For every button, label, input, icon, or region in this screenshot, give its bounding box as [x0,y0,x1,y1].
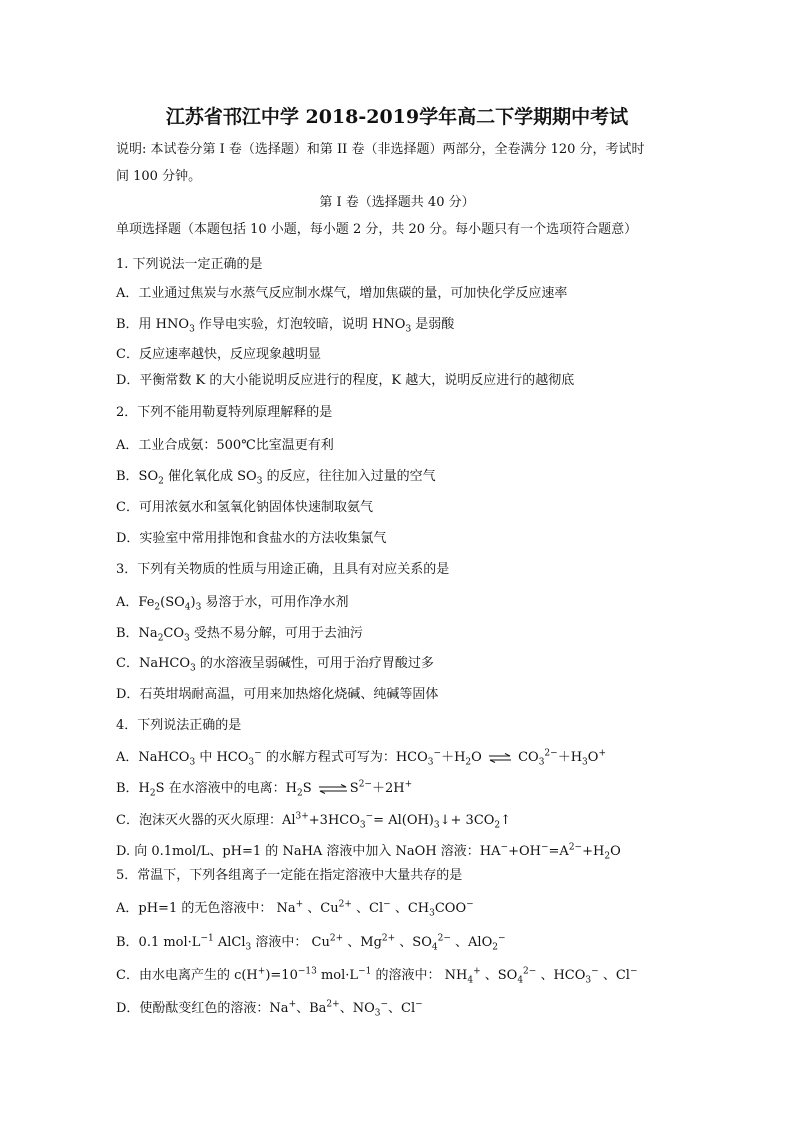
q5-option-c: C．由水电离产生的 $c(H^+)=10^{-13}$ $mol\cdot L^{-1}$ 的溶液中： $NH_4^+$ 、$SO_4^{2-}$ 、$HCO_3^-$ 、Cl− [116,966,638,986]
section-title: 第 I 卷（选择题共 40 分） [319,195,475,210]
q5-stem: 5．常温下，下列各组离子一定能在指定溶液中大量共存的是 [116,868,463,883]
q2-stem: 2．下列不能用勒夏特列原理解释的是 [116,405,333,420]
q2-option-d: D．实验室中常用排饱和食盐水的方法收集氯气 [116,531,387,546]
q3-option-b: B．$Na_2CO_3$ 受热不易分解，可用于去油污 [116,626,363,644]
section-instructions: 单项选择题（本题包括 10 小题，每小题 2 分，共 20 分。每小题只有一个选项符合题意） [116,222,638,237]
intro-line-1: 说明: 本试卷分第 I 卷（选择题）和第 II 卷（非选择题）两部分，全卷满分 120 分，考试时 [116,142,645,157]
q3-option-c: C．NaHCO$_3$ 的水溶液呈弱碱性，可用于治疗胃酸过多 [116,656,434,674]
q4-stem: 4．下列说法正确的是 [116,718,242,733]
q1-option-c: C．反应速率越快，反应现象越明显 [116,347,321,362]
q4-option-b: B．$H_2S$ 在水溶液中的电离：$H_2S$ $S^{2-}+2H^+$ [116,779,413,799]
q2-option-a: A．工业合成氨：500℃比室温更有利 [116,438,334,453]
q4-option-a: A．NaHCO$_3$ 中 $HCO_3^-$ 的水解方程式可写为：$HCO_3^-+H_2O$ $CO_3^{2-}+H_3O^+$ [116,748,606,768]
equilibrium-arrow-icon [488,753,512,763]
q5-option-b: B．0.1 $mol\cdot L^{-1}$ AlCl$_3$ 溶液中： $Cu^{2+}$ 、$Mg^{2+}$ 、$SO_4^{2-}$ 、AlO$_2$− [116,933,506,953]
q1-option-a: A．工业通过焦炭与水蒸气反应制水煤气，增加焦碳的量，可加快化学反应速率 [116,286,568,301]
q3-stem: 3．下列有关物质的性质与用途正确，且具有对应关系的是 [116,562,450,577]
q4-option-d: D. 向 0.1mol/L、pH=1 的 NaHA 溶液中加入 NaOH 溶液：$HA^-+OH^-=A^{2-}+H_2O$ [116,842,621,862]
q2-option-b: B．$SO_2$ 催化氧化成 $SO_3$ 的反应，往往加入过量的空气 [116,469,436,487]
q1-option-d: D．平衡常数 K 的大小能说明反应进行的程度，K 越大，说明反应进行的越彻底 [116,373,575,388]
equilibrium-arrow-icon [318,784,348,794]
intro-line-2: 间 100 分钟。 [116,169,202,184]
exam-title: 江苏省邗江中学 2018-2019学年高二下学期期中考试 [165,106,629,128]
q3-option-a: A．$Fe_2(SO_4)_3$ 易溶于水，可用作净水剂 [116,595,349,613]
q5-option-d: D．使酚酞变红色的溶液：Na+、$Ba^{2+}$、$NO_3^-$、Cl− [116,999,423,1019]
q1-option-b: B．用 $HNO_3$ 作导电实验，灯泡较暗，说明 $HNO_3$ 是弱酸 [116,317,455,335]
q1-stem: 1. 下列说法一定正确的是 [116,257,263,272]
q4-option-c: C．泡沫灭火器的灭火原理：$Al^{3+}+3HCO_3^-=$ $Al(OH)_3↓+$ $3CO_2↑$ [116,811,512,831]
q5-option-a: A．pH=1 的无色溶液中： Na+ 、$Cu^{2+}$ 、Cl− 、$CH_3COO^-$ [116,899,474,919]
q3-option-d: D．石英坩埚耐高温，可用来加热熔化烧碱、纯碱等固体 [116,687,439,702]
q2-option-c: C．可用浓氨水和氢氧化钠固体快速制取氨气 [116,500,373,515]
